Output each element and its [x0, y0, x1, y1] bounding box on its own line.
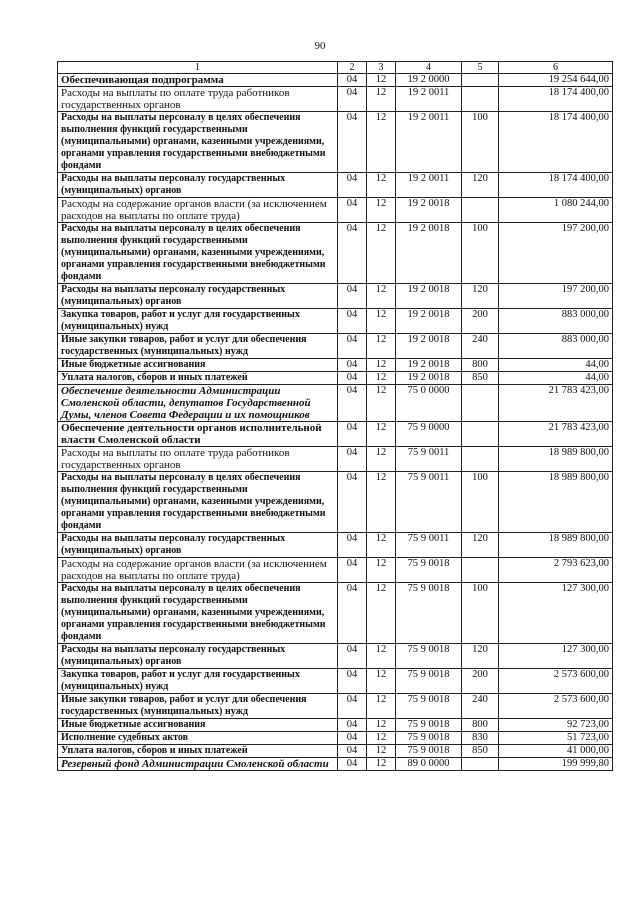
row-name-cell: Расходы на выплаты по оплате труда работников государственных органов	[58, 87, 338, 112]
section-code-cell: 04	[338, 385, 367, 422]
table-row	[58, 385, 613, 422]
expense-type-cell	[462, 87, 499, 112]
section-code-cell: 04	[338, 74, 367, 87]
amount-cell: 1 080 244,00	[499, 198, 613, 223]
expense-type-cell	[462, 447, 499, 472]
subsection-code-cell: 12	[367, 422, 396, 447]
section-code-cell: 04	[338, 173, 367, 198]
row-name-cell: Иные закупки товаров, работ и услуг для обеспечения государственных (муниципальных) нужд	[58, 694, 338, 719]
amount-cell: 883 000,00	[499, 334, 613, 359]
expense-type-cell: 850	[462, 372, 499, 385]
table-row	[58, 533, 613, 558]
section-code-cell: 04	[338, 758, 367, 771]
row-name-cell: Расходы на выплаты по оплате труда работников государственных органов	[58, 447, 338, 472]
section-code-cell: 04	[338, 719, 367, 732]
target-article-cell: 19 2 0018	[396, 334, 462, 359]
subsection-code-cell: 12	[367, 719, 396, 732]
table-row	[58, 372, 613, 385]
target-article-cell: 19 2 0018	[396, 372, 462, 385]
row-name-cell: Уплата налогов, сборов и иных платежей	[58, 745, 338, 758]
subsection-code-cell: 12	[367, 359, 396, 372]
expense-type-cell	[462, 385, 499, 422]
budget-table	[57, 61, 613, 771]
table-row	[58, 309, 613, 334]
target-article-cell: 19 2 0018	[396, 284, 462, 309]
amount-cell: 127 300,00	[499, 644, 613, 669]
subsection-code-cell: 12	[367, 644, 396, 669]
row-name-cell: Расходы на выплаты персоналу государственных (муниципальных) органов	[58, 284, 338, 309]
expense-type-cell: 240	[462, 694, 499, 719]
expense-type-cell: 850	[462, 745, 499, 758]
subsection-code-cell: 12	[367, 447, 396, 472]
row-name-cell: Расходы на выплаты персоналу государственных (муниципальных) органов	[58, 173, 338, 198]
section-code-cell: 04	[338, 372, 367, 385]
expense-type-cell: 800	[462, 359, 499, 372]
header-cell: 3	[367, 62, 396, 74]
table-row	[58, 583, 613, 644]
table-row	[58, 87, 613, 112]
section-code-cell: 04	[338, 472, 367, 533]
expense-type-cell	[462, 758, 499, 771]
table-row	[58, 745, 613, 758]
target-article-cell: 75 9 0018	[396, 644, 462, 669]
subsection-code-cell: 12	[367, 745, 396, 758]
section-code-cell: 04	[338, 359, 367, 372]
table-row	[58, 644, 613, 669]
amount-cell: 18 989 800,00	[499, 447, 613, 472]
section-code-cell: 04	[338, 533, 367, 558]
row-name-cell: Расходы на выплаты персоналу в целях обеспечения выполнения функций государственными (муниципальными) органами, казенными учреждениями, органами управления государственными внебюджетными фондами	[58, 112, 338, 173]
amount-cell: 199 999,80	[499, 758, 613, 771]
header-cell: 6	[499, 62, 613, 74]
header-cell: 4	[396, 62, 462, 74]
subsection-code-cell: 12	[367, 385, 396, 422]
target-article-cell: 19 2 0018	[396, 309, 462, 334]
expense-type-cell: 200	[462, 669, 499, 694]
target-article-cell: 19 2 0000	[396, 74, 462, 87]
subsection-code-cell: 12	[367, 112, 396, 173]
row-name-cell: Закупка товаров, работ и услуг для государственных (муниципальных) нужд	[58, 669, 338, 694]
row-name-cell: Уплата налогов, сборов и иных платежей	[58, 372, 338, 385]
row-name-cell: Иные бюджетные ассигнования	[58, 719, 338, 732]
target-article-cell: 75 9 0018	[396, 745, 462, 758]
budget-table-body	[58, 62, 613, 771]
section-code-cell: 04	[338, 112, 367, 173]
subsection-code-cell: 12	[367, 372, 396, 385]
row-name-cell: Иные бюджетные ассигнования	[58, 359, 338, 372]
expense-type-cell: 120	[462, 284, 499, 309]
target-article-cell: 19 2 0011	[396, 112, 462, 173]
section-code-cell: 04	[338, 558, 367, 583]
expense-type-cell: 240	[462, 334, 499, 359]
section-code-cell: 04	[338, 309, 367, 334]
page-number: 90	[314, 40, 326, 52]
table-row	[58, 719, 613, 732]
row-name-cell: Расходы на содержание органов власти (за исключением расходов на выплаты по оплате труда)	[58, 558, 338, 583]
table-row	[58, 558, 613, 583]
subsection-code-cell: 12	[367, 558, 396, 583]
row-name-cell: Расходы на выплаты персоналу в целях обеспечения выполнения функций государственными (муниципальными) органами, казенными учреждениями, органами управления государственными внебюджетными фондами	[58, 223, 338, 284]
section-code-cell: 04	[338, 669, 367, 694]
expense-type-cell	[462, 422, 499, 447]
row-name-cell: Обеспечение деятельности Администрации Смоленской области, депутатов Государственной Думы, членов Совета Федерации и их помощников	[58, 385, 338, 422]
expense-type-cell: 120	[462, 173, 499, 198]
amount-cell: 197 200,00	[499, 284, 613, 309]
expense-type-cell: 120	[462, 644, 499, 669]
expense-type-cell: 100	[462, 112, 499, 173]
table-row	[58, 732, 613, 745]
target-article-cell: 75 9 0000	[396, 422, 462, 447]
row-name-cell: Исполнение судебных актов	[58, 732, 338, 745]
expense-type-cell: 100	[462, 583, 499, 644]
target-article-cell: 75 9 0018	[396, 719, 462, 732]
amount-cell: 2 793 623,00	[499, 558, 613, 583]
amount-cell: 21 783 423,00	[499, 385, 613, 422]
subsection-code-cell: 12	[367, 694, 396, 719]
subsection-code-cell: 12	[367, 284, 396, 309]
expense-type-cell: 830	[462, 732, 499, 745]
subsection-code-cell: 12	[367, 583, 396, 644]
target-article-cell: 75 9 0018	[396, 732, 462, 745]
table-row	[58, 173, 613, 198]
subsection-code-cell: 12	[367, 74, 396, 87]
section-code-cell: 04	[338, 223, 367, 284]
target-article-cell: 75 9 0018	[396, 558, 462, 583]
amount-cell: 883 000,00	[499, 309, 613, 334]
expense-type-cell	[462, 558, 499, 583]
table-row	[58, 694, 613, 719]
expense-type-cell	[462, 74, 499, 87]
table-row	[58, 472, 613, 533]
amount-cell: 44,00	[499, 372, 613, 385]
table-row	[58, 284, 613, 309]
section-code-cell: 04	[338, 284, 367, 309]
amount-cell: 44,00	[499, 359, 613, 372]
subsection-code-cell: 12	[367, 173, 396, 198]
target-article-cell: 75 9 0018	[396, 669, 462, 694]
row-name-cell: Расходы на выплаты персоналу в целях обеспечения выполнения функций государственными (муниципальными) органами, казенными учреждениями, органами управления государственными внебюджетными фондами	[58, 583, 338, 644]
subsection-code-cell: 12	[367, 472, 396, 533]
row-name-cell: Расходы на выплаты персоналу государственных (муниципальных) органов	[58, 644, 338, 669]
amount-cell: 51 723,00	[499, 732, 613, 745]
section-code-cell: 04	[338, 422, 367, 447]
header-cell: 1	[58, 62, 338, 74]
row-name-cell: Обеспечивающая подпрограмма	[58, 74, 338, 87]
target-article-cell: 19 2 0011	[396, 87, 462, 112]
amount-cell: 18 989 800,00	[499, 472, 613, 533]
amount-cell: 21 783 423,00	[499, 422, 613, 447]
table-row	[58, 334, 613, 359]
amount-cell: 197 200,00	[499, 223, 613, 284]
row-name-cell: Закупка товаров, работ и услуг для государственных (муниципальных) нужд	[58, 309, 338, 334]
row-name-cell: Резервный фонд Администрации Смоленской области	[58, 758, 338, 771]
subsection-code-cell: 12	[367, 758, 396, 771]
target-article-cell: 89 0 0000	[396, 758, 462, 771]
subsection-code-cell: 12	[367, 533, 396, 558]
expense-type-cell: 100	[462, 472, 499, 533]
amount-cell: 18 174 400,00	[499, 173, 613, 198]
amount-cell: 19 254 644,00	[499, 74, 613, 87]
target-article-cell: 75 9 0011	[396, 472, 462, 533]
table-row	[58, 112, 613, 173]
expense-type-cell: 800	[462, 719, 499, 732]
table-row	[58, 422, 613, 447]
section-code-cell: 04	[338, 732, 367, 745]
table-row	[58, 198, 613, 223]
subsection-code-cell: 12	[367, 223, 396, 284]
table-row	[58, 447, 613, 472]
subsection-code-cell: 12	[367, 732, 396, 745]
section-code-cell: 04	[338, 87, 367, 112]
subsection-code-cell: 12	[367, 87, 396, 112]
row-name-cell: Обеспечение деятельности органов исполнительной власти Смоленской области	[58, 422, 338, 447]
subsection-code-cell: 12	[367, 669, 396, 694]
table-row	[58, 74, 613, 87]
amount-cell: 127 300,00	[499, 583, 613, 644]
section-code-cell: 04	[338, 334, 367, 359]
row-name-cell: Расходы на выплаты персоналу государственных (муниципальных) органов	[58, 533, 338, 558]
table-row	[58, 669, 613, 694]
header-cell: 5	[462, 62, 499, 74]
expense-type-cell: 200	[462, 309, 499, 334]
amount-cell: 18 989 800,00	[499, 533, 613, 558]
subsection-code-cell: 12	[367, 334, 396, 359]
amount-cell: 92 723,00	[499, 719, 613, 732]
target-article-cell: 19 2 0011	[396, 173, 462, 198]
section-code-cell: 04	[338, 198, 367, 223]
section-code-cell: 04	[338, 694, 367, 719]
expense-type-cell: 120	[462, 533, 499, 558]
amount-cell: 41 000,00	[499, 745, 613, 758]
table-row	[58, 758, 613, 771]
target-article-cell: 19 2 0018	[396, 359, 462, 372]
section-code-cell: 04	[338, 644, 367, 669]
amount-cell: 2 573 600,00	[499, 694, 613, 719]
table-row	[58, 359, 613, 372]
header-cell: 2	[338, 62, 367, 74]
target-article-cell: 19 2 0018	[396, 223, 462, 284]
target-article-cell: 75 9 0018	[396, 583, 462, 644]
target-article-cell: 19 2 0018	[396, 198, 462, 223]
row-name-cell: Расходы на выплаты персоналу в целях обеспечения выполнения функций государственными (муниципальными) органами, казенными учреждениями, органами управления государственными внебюджетными фондами	[58, 472, 338, 533]
target-article-cell: 75 9 0011	[396, 447, 462, 472]
row-name-cell: Иные закупки товаров, работ и услуг для обеспечения государственных (муниципальных) нужд	[58, 334, 338, 359]
subsection-code-cell: 12	[367, 309, 396, 334]
expense-type-cell: 100	[462, 223, 499, 284]
table-header-row	[58, 62, 613, 74]
amount-cell: 18 174 400,00	[499, 112, 613, 173]
table-row	[58, 223, 613, 284]
row-name-cell: Расходы на содержание органов власти (за исключением расходов на выплаты по оплате труда)	[58, 198, 338, 223]
section-code-cell: 04	[338, 583, 367, 644]
target-article-cell: 75 0 0000	[396, 385, 462, 422]
amount-cell: 18 174 400,00	[499, 87, 613, 112]
target-article-cell: 75 9 0011	[396, 533, 462, 558]
section-code-cell: 04	[338, 745, 367, 758]
amount-cell: 2 573 600,00	[499, 669, 613, 694]
target-article-cell: 75 9 0018	[396, 694, 462, 719]
expense-type-cell	[462, 198, 499, 223]
subsection-code-cell: 12	[367, 198, 396, 223]
section-code-cell: 04	[338, 447, 367, 472]
